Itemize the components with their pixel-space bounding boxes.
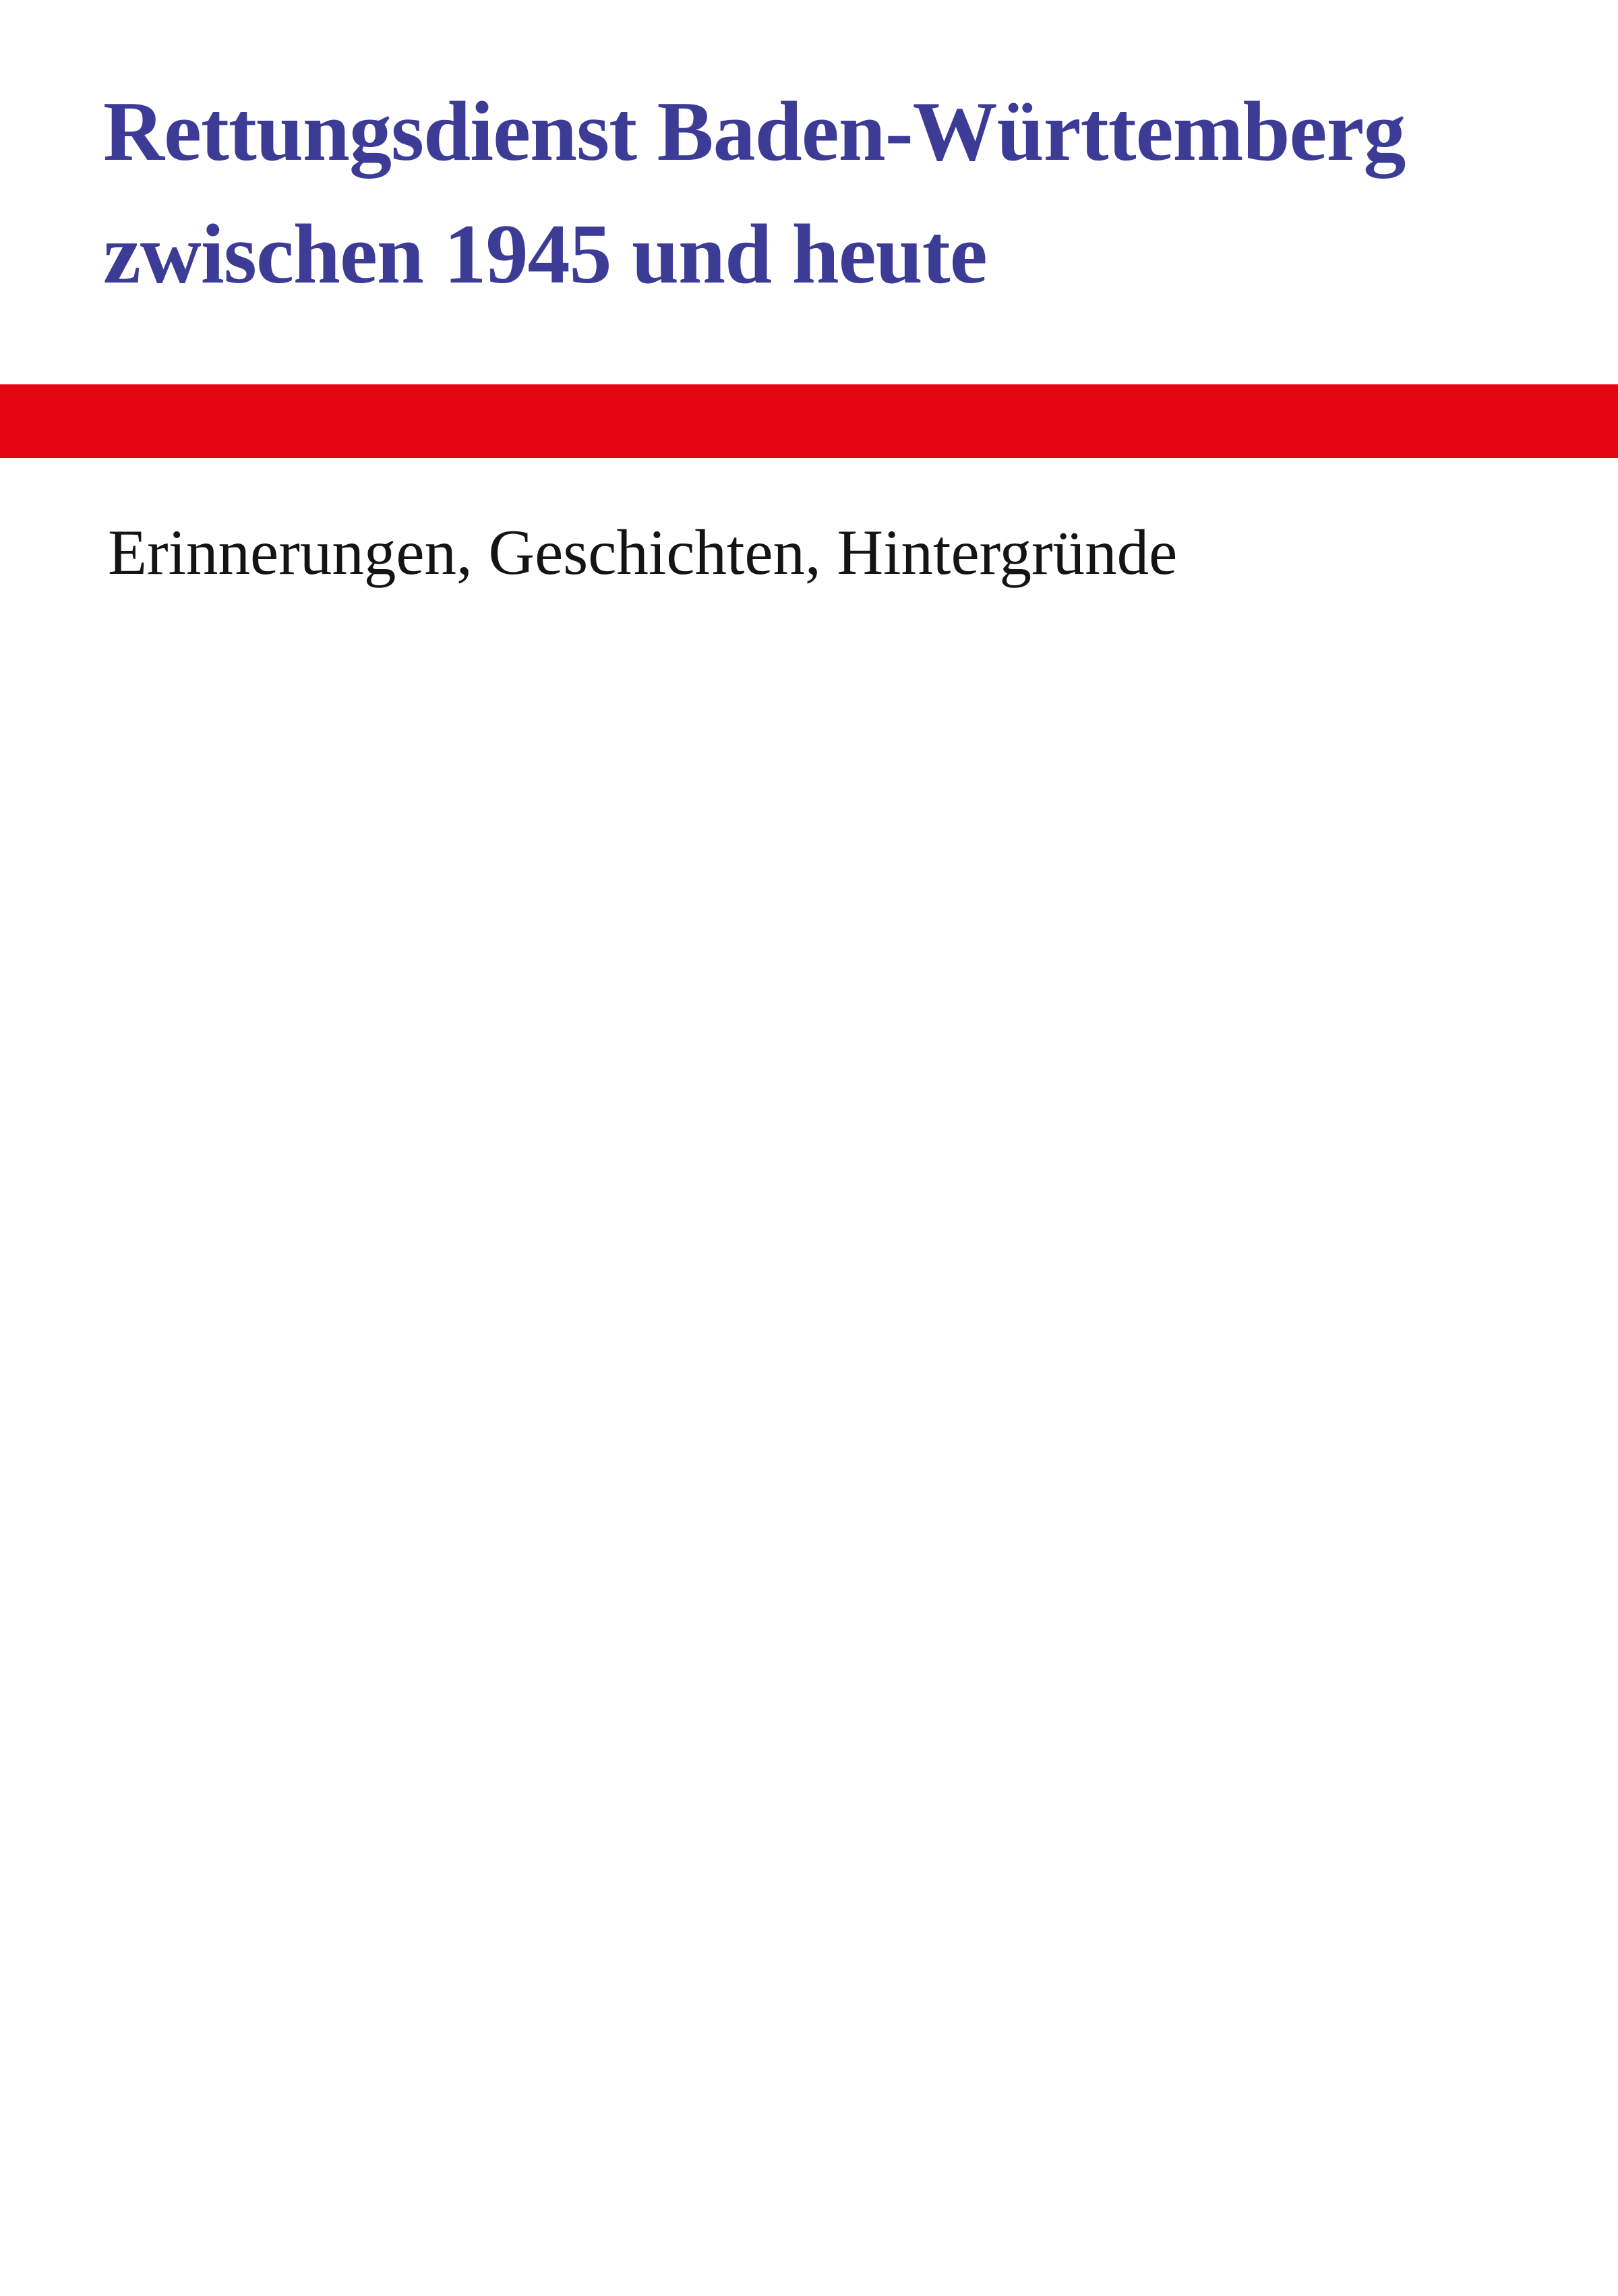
book-title-line1: Rettungsdienst Baden-Württemberg [103,85,1406,179]
book-subtitle: Erinnerungen, Geschichten, Hintergründe [108,517,1178,588]
book-title-line2: zwischen 1945 und heute [103,208,987,301]
red-divider-bar [0,384,1618,458]
book-title [103,71,1519,316]
